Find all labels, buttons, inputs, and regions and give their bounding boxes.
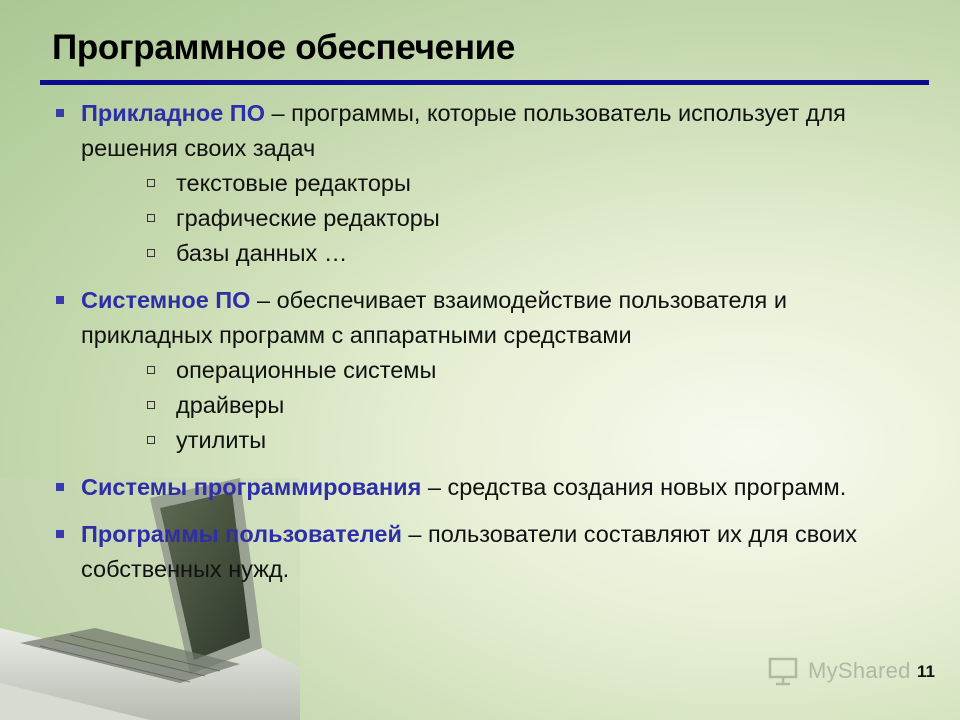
watermark-logo — [768, 654, 911, 688]
bullet-term: Программы пользователей — [81, 521, 402, 547]
bullet-text: – пользователи составляют их для своих собственных нужд. — [81, 521, 857, 582]
slide-title: Программное обеспечение — [52, 28, 516, 67]
sub-item-text: графические редакторы — [176, 205, 440, 231]
sub-list — [81, 166, 912, 271]
bullet-text: – обеспечивает взаимодействие пользователя и прикладных программ с аппаратными средствами — [81, 287, 787, 348]
sub-list-item — [147, 353, 912, 388]
square-bullet-icon — [56, 530, 64, 538]
bullet-term: Системное ПО — [81, 287, 251, 313]
bullet-text: – средства создания новых программ. — [421, 474, 847, 500]
watermark-text: MyShared — [808, 658, 911, 683]
hollow-square-bullet-icon — [147, 366, 155, 374]
bullet-item — [52, 96, 912, 271]
slide-number: 11 — [917, 662, 935, 681]
title-underline — [40, 80, 929, 85]
presentation-icon — [768, 656, 802, 686]
sub-item-text: базы данных … — [176, 240, 348, 266]
hollow-square-bullet-icon — [147, 436, 155, 444]
square-bullet-icon — [56, 109, 64, 117]
bullet-term: Системы программирования — [81, 474, 422, 500]
square-bullet-icon — [56, 296, 64, 304]
sub-list-item — [147, 201, 912, 236]
sub-list-item — [147, 388, 912, 423]
sub-item-text: операционные системы — [176, 357, 437, 383]
hollow-square-bullet-icon — [147, 249, 155, 257]
sub-item-text: утилиты — [176, 427, 267, 453]
sub-list — [81, 353, 912, 458]
bullet-item — [52, 517, 912, 587]
sub-list-item — [147, 423, 912, 458]
hollow-square-bullet-icon — [147, 179, 155, 187]
sub-item-text: текстовые редакторы — [176, 170, 411, 196]
hollow-square-bullet-icon — [147, 214, 155, 222]
bullet-item — [52, 283, 912, 458]
sub-item-text: драйверы — [176, 392, 285, 418]
bullet-item — [52, 470, 912, 505]
bullet-term: Прикладное ПО — [81, 100, 265, 126]
sub-list-item — [147, 166, 912, 201]
bullet-list — [52, 96, 912, 587]
sub-list-item — [147, 236, 912, 271]
hollow-square-bullet-icon — [147, 401, 155, 409]
square-bullet-icon — [56, 483, 64, 491]
bullet-text: – программы, которые пользователь использует для решения своих задач — [81, 100, 846, 161]
